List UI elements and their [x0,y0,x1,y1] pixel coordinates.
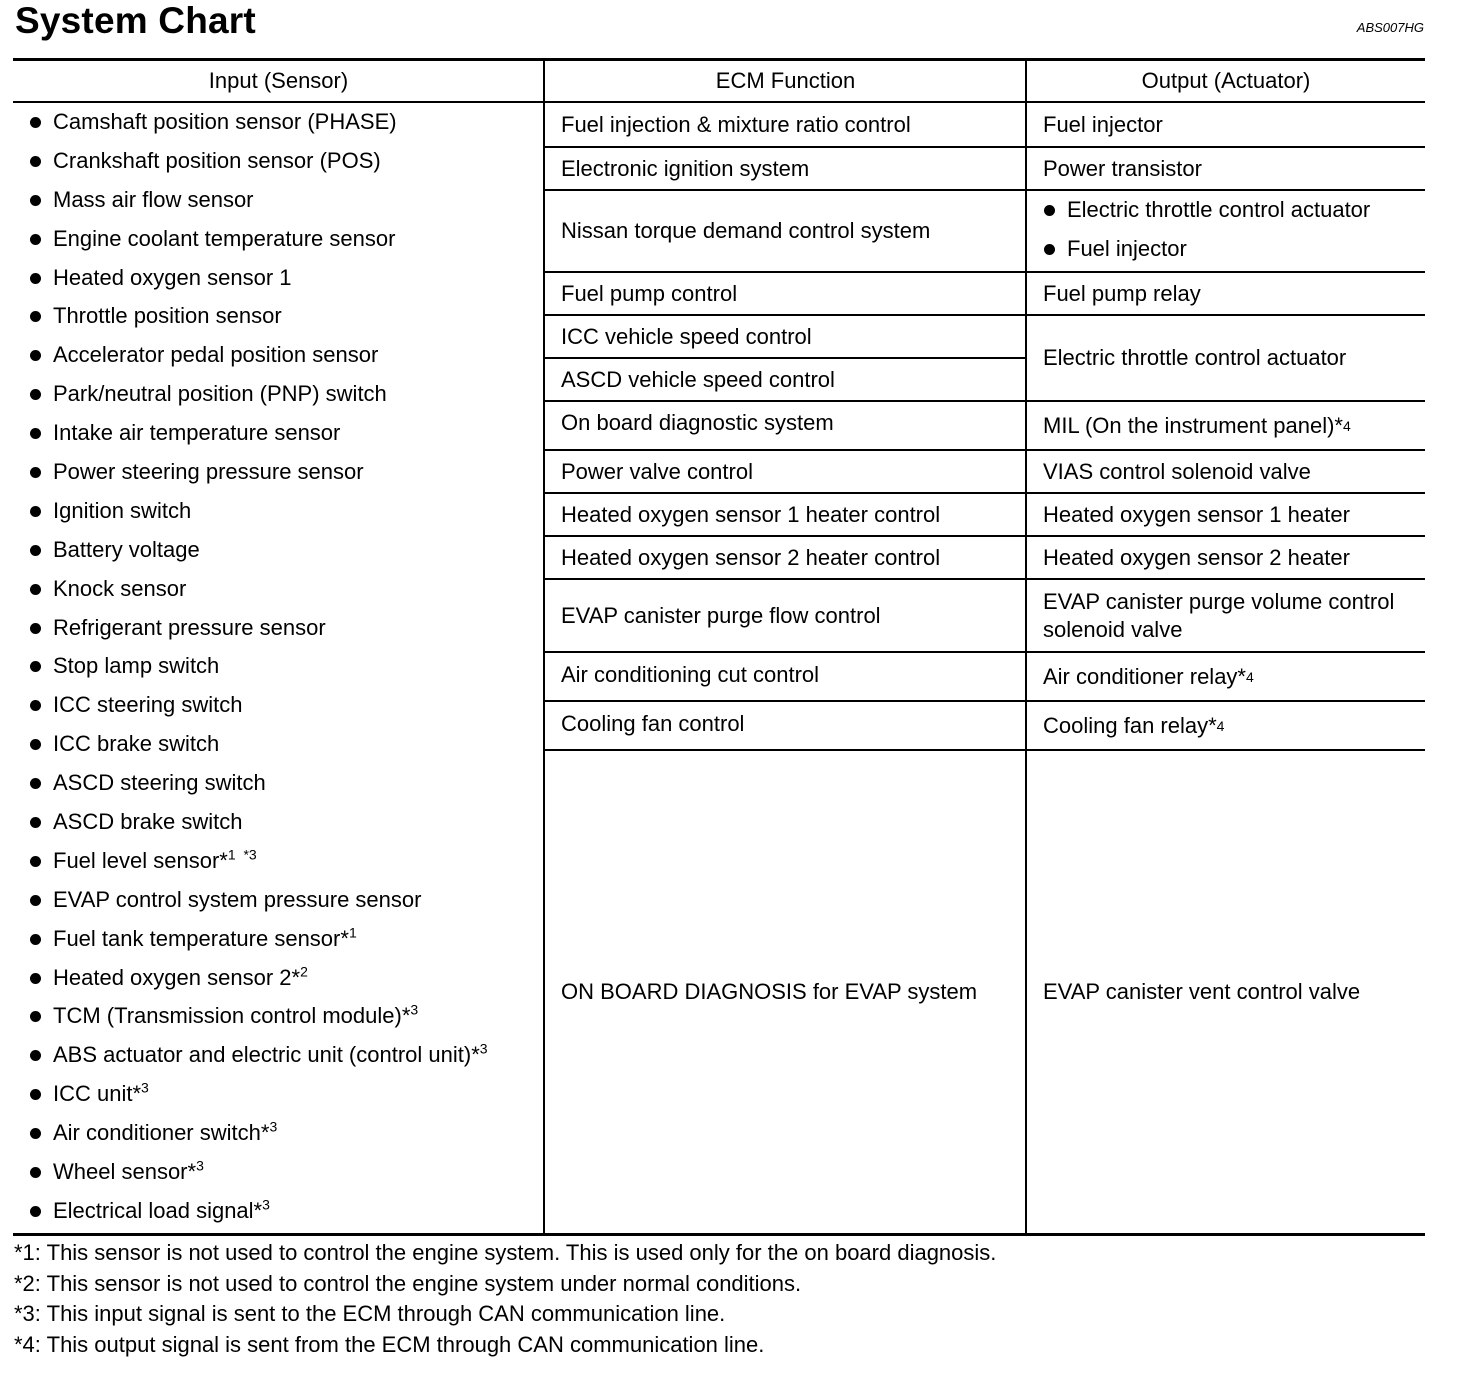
function-cell: ASCD vehicle speed control [561,366,835,392]
output-cell: Power transistor [1043,155,1202,181]
list-item: ICC steering switch [27,690,488,729]
bullet-icon [30,506,41,517]
list-item: Stop lamp switch [27,651,488,690]
list-item: ICC unit*$^3$ [27,1079,488,1118]
output-cell: MIL (On the instrument panel)* 4 [1043,412,1351,438]
bullet-icon [30,739,41,750]
output-cell: Fuel injector [1043,111,1163,137]
function-cell: Heated oxygen sensor 1 heater control [561,501,941,527]
list-item: Battery voltage [27,535,488,574]
list-item: ASCD steering switch [27,768,488,807]
bullet-icon [30,156,41,167]
list-item: Park/neutral position (PNP) switch [27,379,488,418]
function-cell: Nissan torque demand control system [561,218,931,243]
list-item: Refrigerant pressure sensor [27,613,488,652]
list-item: TCM (Transmission control module)*$^3$ [27,1001,488,1040]
output-cell: Heated oxygen sensor 2 heater [1043,544,1350,570]
list-item: Air conditioner switch*$^3$ [27,1118,488,1157]
function-cell: On board diagnostic system [561,410,834,435]
footnotes [14,1238,996,1360]
bullet-icon [30,700,41,711]
bullet-icon [30,234,41,245]
footnote: *1: This sensor is not used to control the engine system. This is used only for the on board diagnosis. [14,1240,997,1265]
list-item: Power steering pressure sensor [27,457,488,496]
list-item: Electric throttle control actuator [1043,195,1425,234]
list-item: Accelerator pedal position sensor [27,340,488,379]
footnote: *3: This input signal is sent to the ECM through CAN communication line. [14,1301,726,1327]
function-cell: ICC vehicle speed control [561,323,812,349]
list-item: ICC brake switch [27,729,488,768]
bullet-icon [30,1089,41,1100]
bullet-icon [1044,244,1055,255]
list-item: Heated oxygen sensor 1 [27,263,488,302]
bullet-icon [30,584,41,595]
header-input: Input (Sensor) [13,61,544,103]
list-item: ABS actuator and electric unit (control unit)*$^3$ [27,1040,488,1079]
system-chart-table [13,58,1425,1236]
header-function: ECM Function [544,61,1027,103]
output-cell: Heated oxygen sensor 1 heater [1043,501,1350,527]
bullet-icon [1044,205,1055,216]
function-cell: Electronic ignition system [561,155,810,181]
list-item: Knock sensor [27,574,488,613]
bullet-icon [30,467,41,478]
header-output: Output (Actuator) [1027,61,1425,103]
function-cell: Air conditioning cut control [561,661,820,687]
bullet-icon [30,545,41,556]
list-item: ASCD brake switch [27,807,488,846]
output-cell: VIAS control solenoid valve [1043,458,1311,484]
bullet-icon [30,934,41,945]
bullet-icon [30,973,41,984]
page-title: System Chart [15,0,256,41]
output-cell: EVAP canister purge volume control solenoid valve [1043,588,1395,642]
footnote: *2: This sensor is not used to control the engine system under normal conditions. [14,1270,802,1296]
list-item: Crankshaft position sensor (POS) [27,146,488,185]
bullet-icon [30,428,41,439]
output-cell: Electric throttle control actuator [1043,345,1347,370]
bullet-icon [30,1050,41,1061]
bullet-icon [30,1128,41,1139]
bullet-icon [30,895,41,906]
function-cell: EVAP canister purge flow control [561,602,881,628]
output-cell: Fuel pump relay [1043,280,1201,306]
list-item: Mass air flow sensor [27,185,488,224]
bullet-icon [30,817,41,828]
list-item: Fuel level sensor*$^{1 *3}$ [27,846,488,885]
function-cell: Power valve control [561,458,753,484]
function-cell: Cooling fan control [561,710,745,736]
list-item: Electrical load signal*$^3$ [27,1196,488,1235]
function-cell: ON BOARD DIAGNOSIS for EVAP system [561,979,978,1004]
figure-code: ABS007HG [1356,20,1424,35]
footnote: *4: This output signal is sent from the ECM through CAN communication line. [14,1331,765,1357]
output-cell: EVAP canister vent control valve [1043,979,1361,1004]
bullet-icon [30,1206,41,1217]
list-item: Fuel injector [1043,234,1425,273]
bullet-icon [30,661,41,672]
bullet-icon [30,273,41,284]
function-cell: Fuel pump control [561,280,738,306]
output-cell: Air conditioner relay* 4 [1043,663,1254,689]
function-cell: Heated oxygen sensor 2 heater control [561,544,941,570]
list-item: Ignition switch [27,496,488,535]
bullet-icon [30,856,41,867]
bullet-icon [30,195,41,206]
list-item: Camshaft position sensor (PHASE) [27,107,488,146]
list-item: Engine coolant temperature sensor [27,224,488,263]
bullet-icon [30,623,41,634]
list-item: Wheel sensor*$^3$ [27,1157,488,1196]
list-item: Intake air temperature sensor [27,418,488,457]
bullet-icon [30,1011,41,1022]
list-item: EVAP control system pressure sensor [27,885,488,924]
list-item: Fuel tank temperature sensor*$^1$ [27,924,488,963]
bullet-icon [30,778,41,789]
bullet-icon [30,389,41,400]
input-sensor-list [27,107,488,1235]
bullet-icon [30,350,41,361]
bullet-icon [30,311,41,322]
list-item: Heated oxygen sensor 2*$^2$ [27,963,488,1002]
bullet-icon [30,117,41,128]
output-cell [1027,191,1425,271]
output-cell: Cooling fan relay* 4 [1043,712,1225,738]
list-item: Throttle position sensor [27,301,488,340]
bullet-icon [30,1167,41,1178]
function-cell: Fuel injection & mixture ratio control [561,111,911,137]
